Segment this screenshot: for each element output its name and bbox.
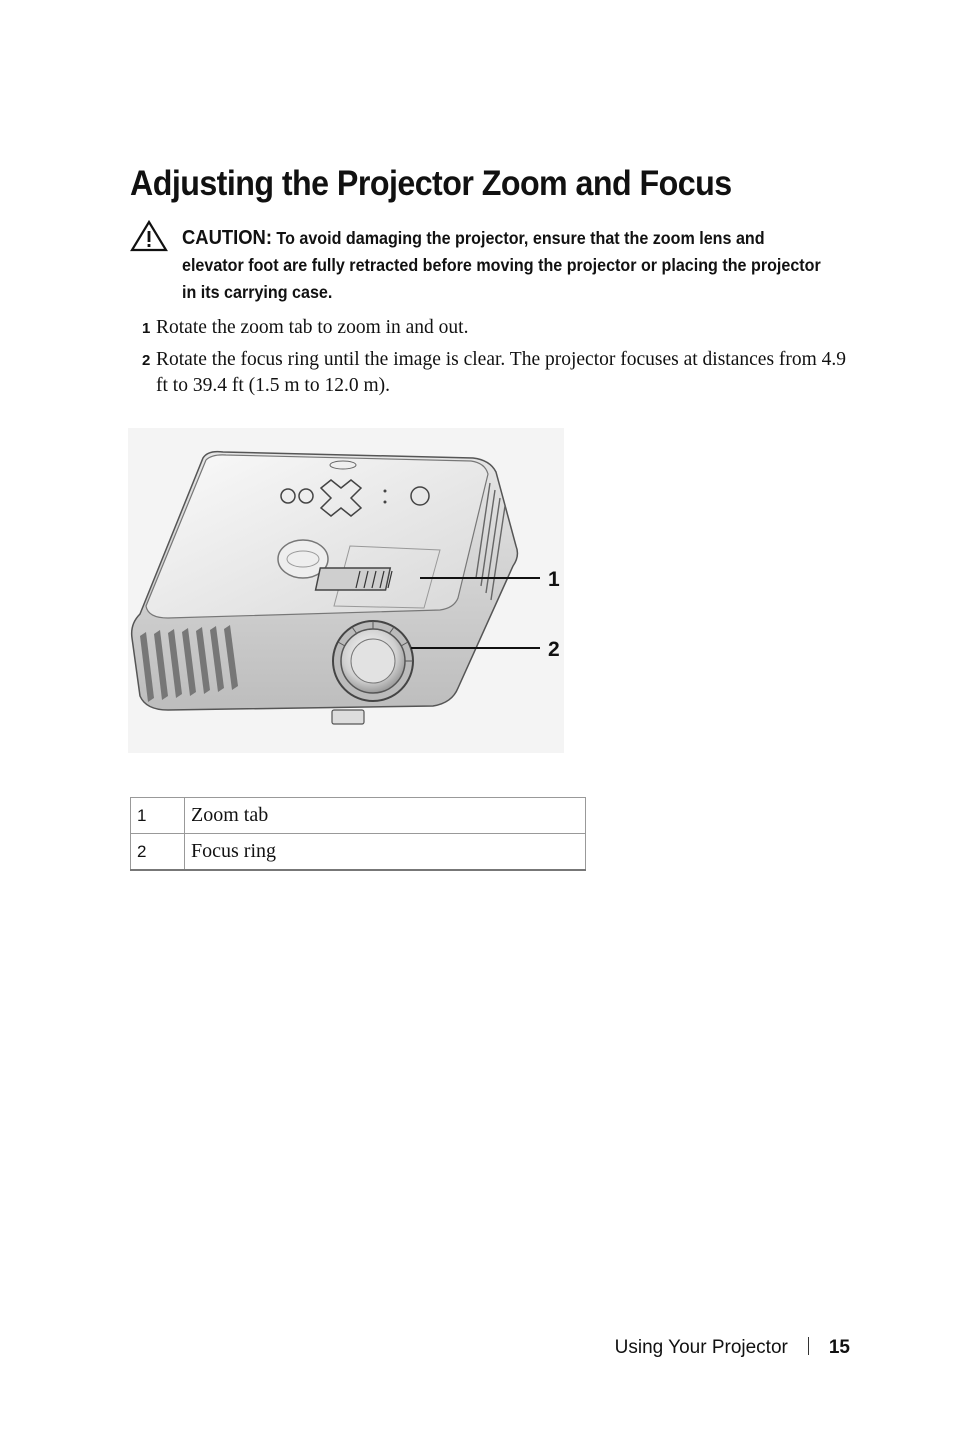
projector-illustration <box>128 428 564 753</box>
caution-note <box>182 225 826 306</box>
step-number: 1 <box>142 320 151 337</box>
footer-section: Using Your Projector <box>614 1337 788 1358</box>
legend-table <box>130 797 586 871</box>
caution-label: CAUTION: <box>182 227 272 249</box>
step-text: Rotate the focus ring until the image is clear. The projector focuses at distances from 4.9 ft to 39.4 ft (1.5 m to 12.0 m). <box>156 349 847 396</box>
legend-label: Focus ring <box>185 834 586 871</box>
page-number: 15 <box>828 1337 850 1358</box>
step-number: 2 <box>142 352 151 369</box>
footer-divider <box>808 1337 809 1355</box>
step-1 <box>142 315 862 342</box>
page-footer <box>560 1337 850 1359</box>
step-text: Rotate the zoom tab to zoom in and out. <box>156 317 469 338</box>
legend-label: Zoom tab <box>185 798 586 834</box>
callout-1: 1 <box>548 568 560 591</box>
legend-number: 2 <box>131 834 185 871</box>
caution-text: To avoid damaging the projector, ensure that the zoom lens and elevator foot are fully retracted before moving the projector or placing the projector in its carrying case. <box>182 228 821 302</box>
table-row <box>131 798 586 834</box>
page-title: Adjusting the Projector Zoom and Focus <box>130 164 732 203</box>
legend-number: 1 <box>131 798 185 834</box>
warning-triangle-icon <box>129 219 169 253</box>
step-2 <box>142 347 862 399</box>
table-row <box>131 834 586 871</box>
callout-2: 2 <box>548 638 560 661</box>
